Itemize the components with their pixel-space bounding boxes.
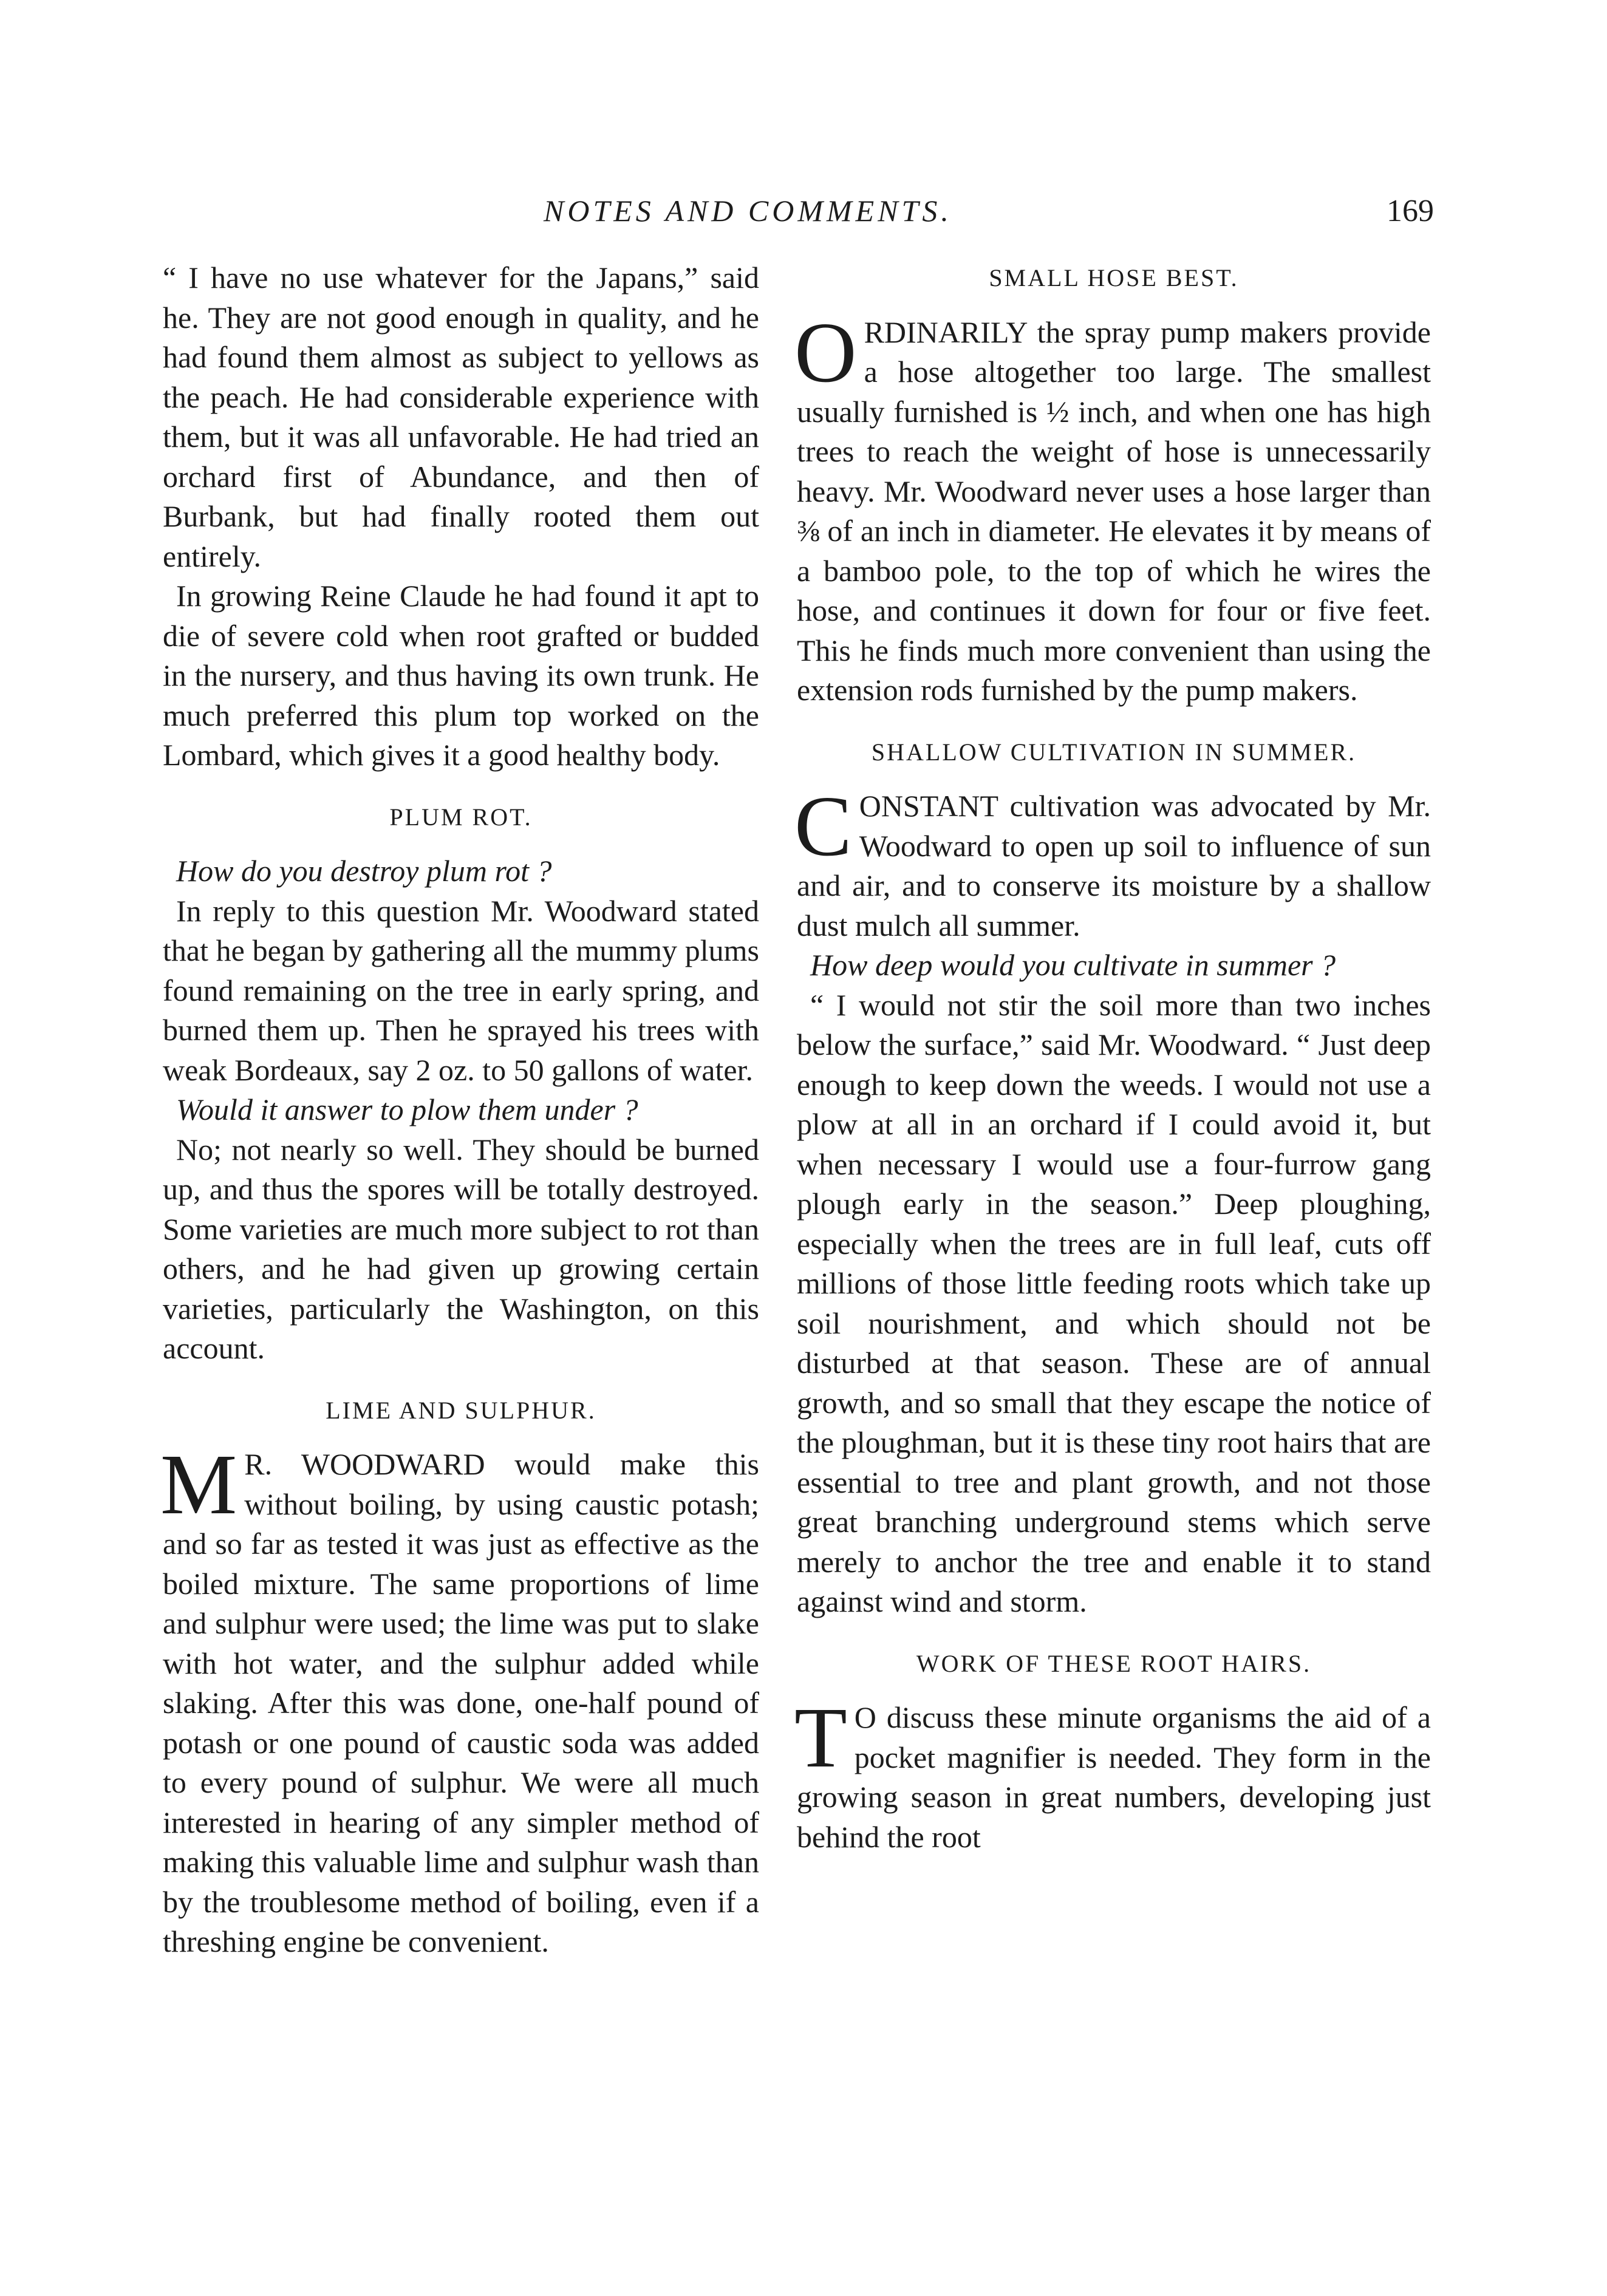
question: How deep would you cultivate in summer ? (810, 948, 1336, 982)
paragraph: “ I have no use whatever for the Japans,” said he. They are not good enough in quality, and he had found them almost as subject to yellows as the peach. He had considerable experience with them, but it was all unfavorable. He had tried an orchard first of Abundance, and then of Burbank, but had finally rooted them out entirely. (163, 261, 759, 573)
drop-cap: O (794, 304, 857, 400)
right-column (794, 258, 1431, 1857)
paragraph-text: ONSTANT cultivation was advocated by Mr. Woodward to open up soil to influence of sun and air, and to conserve its moisture by a shallow dust mulch all summer. (797, 789, 1431, 942)
section-heading-root-hairs: WORK OF THESE ROOT HAIRS. (916, 1649, 1312, 1677)
drop-cap: M (160, 1436, 237, 1532)
question: How do you destroy plum rot ? (176, 854, 552, 888)
page-header (0, 193, 1607, 242)
section-body-shallow-cultivation (794, 778, 1431, 945)
left-column (160, 258, 759, 1962)
section-heading-shallow-cultivation: SHALLOW CULTIVATION IN SUMMER. (871, 738, 1357, 766)
section-heading-small-hose: SMALL HOSE BEST. (989, 264, 1239, 291)
paragraph: In growing Reine Claude he had found it apt to die of severe cold when root grafted or budded in the nursery, and thus having its own trunk. He much preferred this plum top worked on the Lombard, which gives it a good healthy body. (163, 579, 759, 772)
section-heading-plum-rot: PLUM ROT. (389, 803, 533, 831)
paragraph: “ I would not stir the soil more than two inches below the surface,” said Mr. Woodward. “ Just deep enough to keep down the weeds. I would not use a plow at all in an orchard if I could avoid it, but when necessary I would use a four-furrow gang plough early in the season.” Deep ploughing, especially when the trees are in full leaf, cuts off millions of those little feeding roots which take up soil nourishment, and which should not be disturbed at that season. These are of annual growth, and so small that they escape the notice of the ploughman, but it is these tiny root hairs that are essential to tree and plant growth, and not those great branching underground stems which serve merely to anchor the tree and enable it to stand against wind and storm. (797, 987, 1431, 1618)
section-body-lime-sulphur (160, 1436, 759, 1962)
section-body-root-hairs (794, 1689, 1431, 1857)
paragraph-text: RDINARILY the spray pump makers provide a hose altogether too large. The smallest usually furnished is ½ inch, and when one has high trees to reach the weight of hose is unnecessarily heavy. Mr. Woodward never uses a hose larger than ⅜ of an inch in diameter. He elevates it by means of a bamboo pole, to the top of which he wires the hose, and continues it down for four or five feet. This he finds much more convenient than using the extension rods furnished by the pump makers. (797, 315, 1431, 707)
paragraph-text: R. WOODWARD would make this without boiling, by using caustic potash; and so far as tested it was just as effective as the boiled mixture. The same proportions of lime and sulphur were used; the lime was put to slake with hot water, and the sulphur added while slaking. After this was done, one-half pound of potash or one pound of caustic soda was added to every pound of sulphur. We were all much interested in hearing of any simpler method of making this valuable lime and sulphur wash than by the troublesome method of boiling, even if a threshing engine be convenient. (163, 1447, 759, 1958)
page-number: 169 (1387, 194, 1434, 228)
paragraph: In reply to this question Mr. Woodward stated that he began by gathering all the mummy plums found remaining on the tree in early spring, and burned them up. Then he sprayed his trees with weak Bordeaux, say 2 oz. to 50 gallons of water. (163, 893, 759, 1087)
drop-cap: T (794, 1689, 847, 1785)
paragraph: No; not nearly so well. They should be burned up, and thus the spores will be totally destroyed. Some varieties are much more subject to rot than others, and he had given up growing certain varieties, particularly the Washington, on this account. (163, 1132, 759, 1365)
drop-cap: C (794, 778, 852, 874)
section-heading-lime-sulphur: LIME AND SULPHUR. (326, 1396, 596, 1424)
question: Would it answer to plow them under ? (176, 1092, 638, 1126)
running-title: NOTES AND COMMENTS. (544, 194, 952, 228)
paragraph-text: O discuss these minute organisms the aid of a pocket magnifier is needed. They form in the growing season in great numbers, developing just behind the root (797, 1700, 1431, 1854)
section-body-small-hose (794, 304, 1431, 710)
